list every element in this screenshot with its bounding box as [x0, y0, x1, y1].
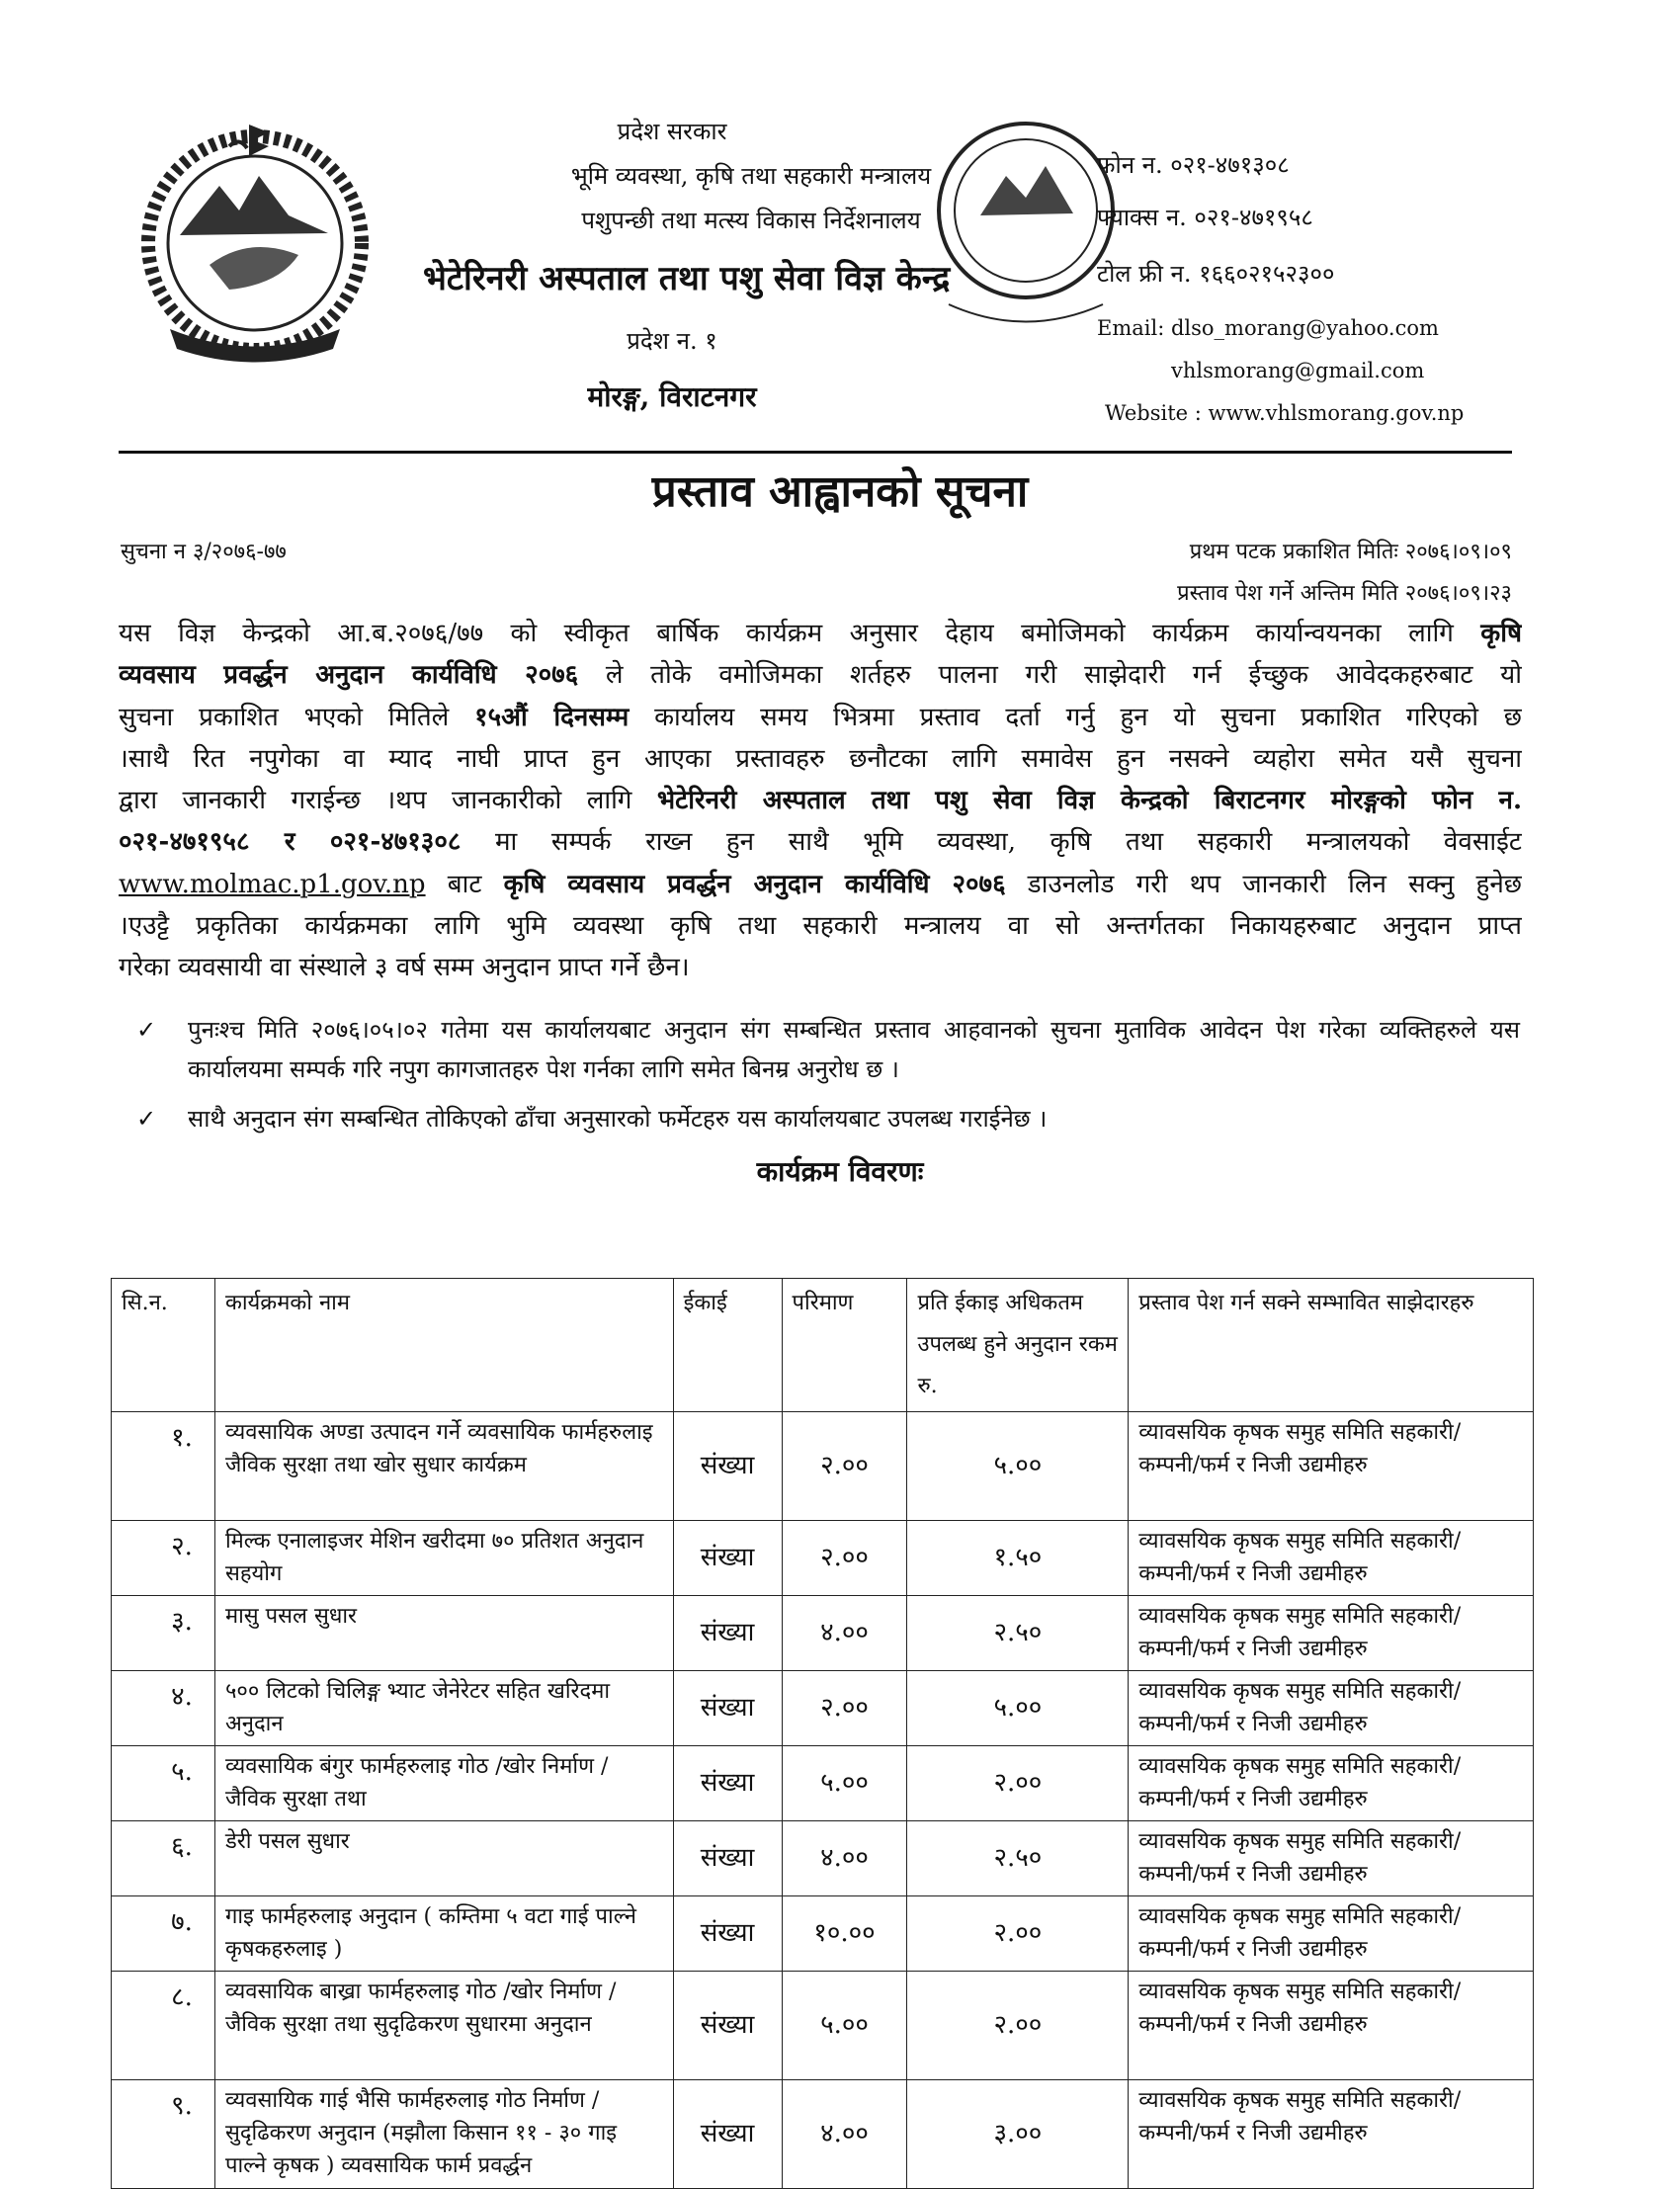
- fax-number: फ्याक्स न. ०२१-४७१९५८: [1097, 204, 1313, 231]
- row-amount: ५.००: [907, 1671, 1129, 1746]
- row-quantity: २.००: [782, 1412, 907, 1521]
- notice-title: प्रस्ताव आह्वानको सूचना: [651, 466, 1029, 517]
- row-partners: व्यावसयिक कृषक समुह समिति सहकारी/ कम्पनी/फर्म र निजी उद्यमीहरु: [1129, 1821, 1534, 1896]
- row-name: मिल्क एनालाइजर मेशिन खरीदमा ७० प्रतिशत अनुदान सहयोग: [214, 1521, 673, 1596]
- row-sn: ४.: [112, 1671, 215, 1746]
- check-icon: ✓: [136, 1105, 157, 1133]
- row-unit: संख्या: [673, 1896, 782, 1972]
- notice-number: सुचना न ३/२०७६-७७: [121, 540, 287, 564]
- row-quantity: २.००: [782, 1671, 907, 1746]
- col-header-name: कार्यक्रमको नाम: [214, 1279, 673, 1412]
- row-quantity: ५.००: [782, 1746, 907, 1821]
- ministry-website-link[interactable]: www.molmac.p1.gov.np: [119, 869, 426, 899]
- province-number: प्रदेश न. १: [627, 327, 717, 355]
- row-partners: व्यावसयिक कृषक समुह समिति सहकारी/ कम्पनी/फर्म र निजी उद्यमीहरु: [1129, 1521, 1534, 1596]
- row-unit: संख्या: [673, 2080, 782, 2189]
- directorate-name: पशुपन्छी तथा मत्स्य विकास निर्देशनालय: [581, 207, 921, 234]
- row-name: व्यवसायिक बंगुर फार्महरुलाइ गोठ /खोर निर्माण / जैविक सुरक्षा तथा: [214, 1746, 673, 1821]
- row-partners: व्यावसयिक कृषक समुह समिति सहकारी/ कम्पनी/फर्म र निजी उद्यमीहरु: [1129, 1972, 1534, 2080]
- row-quantity: ५.००: [782, 1972, 907, 2080]
- phone-number: फोन न. ०२१-४७१३०८: [1097, 151, 1290, 179]
- header-divider: [119, 451, 1512, 454]
- row-name: ५०० लिटको चिलिङ्ग भ्याट जेनेरेटर सहित खरिदमा अनुदान: [214, 1671, 673, 1746]
- row-quantity: १०.००: [782, 1896, 907, 1972]
- col-header-quantity: परिमाण: [782, 1279, 907, 1412]
- coat-of-arms-emblem: [130, 117, 379, 366]
- first-published-date: प्रथम पटक प्रकाशित मितिः २०७६।०९।०९: [1189, 540, 1512, 564]
- table-row: [112, 1671, 1534, 1746]
- row-unit: संख्या: [673, 1821, 782, 1896]
- row-partners: व्यावसयिक कृषक समुह समिति सहकारी/ कम्पनी/फर्म र निजी उद्यमीहरु: [1129, 1671, 1534, 1746]
- table-row: [112, 2080, 1534, 2189]
- row-partners: व्यावसयिक कृषक समुह समिति सहकारी/ कम्पनी/फर्म र निजी उद्यमीहरु: [1129, 1412, 1534, 1521]
- row-sn: ७.: [112, 1896, 215, 1972]
- row-unit: संख्या: [673, 1521, 782, 1596]
- col-header-sn: सि.न.: [112, 1279, 215, 1412]
- last-submission-date: प्रस्ताव पेश गर्ने अन्तिम मिति २०७६।०९।२३: [1177, 581, 1512, 606]
- row-quantity: ४.००: [782, 1596, 907, 1671]
- row-unit: संख्या: [673, 1972, 782, 2080]
- email-address-2: vhlsmorang@gmail.com: [1171, 359, 1425, 382]
- office-location: मोरङ्ग, विराटनगर: [587, 380, 757, 413]
- row-name: व्यवसायिक अण्डा उत्पादन गर्ने व्यवसायिक फार्महरुलाइ जैविक सुरक्षा तथा खोर सुधार कार्यक्रम: [214, 1412, 673, 1521]
- row-amount: २.५०: [907, 1821, 1129, 1896]
- row-sn: १.: [112, 1412, 215, 1521]
- row-partners: व्यावसयिक कृषक समुह समिति सहकारी/ कम्पनी/फर्म र निजी उद्यमीहरु: [1129, 1746, 1534, 1821]
- program-table: [111, 1278, 1534, 2189]
- row-sn: ५.: [112, 1746, 215, 1821]
- row-amount: २.००: [907, 1972, 1129, 2080]
- program-details-heading: कार्यक्रम विवरणः: [756, 1155, 924, 1188]
- table-row: [112, 1596, 1534, 1671]
- office-seal-stamp: [929, 107, 1122, 332]
- row-sn: ९.: [112, 2080, 215, 2189]
- bullet-item: ✓ साथै अनुदान संग सम्बन्धित तोकिएको ढाँचा अनुसारको फर्मेटहरु यस कार्यालयबाट उपलब्ध गराईनेछ ।: [136, 1099, 1520, 1142]
- row-amount: २.००: [907, 1896, 1129, 1972]
- row-name: गाइ फार्महरुलाइ अनुदान ( कम्तिमा ५ वटा गाई पाल्ने कृषकहरुलाइ ): [214, 1896, 673, 1972]
- row-amount: ३.००: [907, 2080, 1129, 2189]
- table-row: [112, 1821, 1534, 1896]
- row-partners: व्यावसयिक कृषक समुह समिति सहकारी/ कम्पनी/फर्म र निजी उद्यमीहरु: [1129, 1596, 1534, 1671]
- col-header-partners: प्रस्ताव पेश गर्न सक्ने सम्भावित साझेदारहरु: [1129, 1279, 1534, 1412]
- table-row: [112, 1412, 1534, 1521]
- row-quantity: २.००: [782, 1521, 907, 1596]
- notice-body: यस विज्ञ केन्द्रको आ.ब.२०७६/७७ को स्वीकृत बार्षिक कार्यक्रम अनुसार देहाय बमोजिमको कार्यक्रम कार्यान्वयनका लागि कृषि व्यवसाय प्रवर्द्धन अनुदान कार्यविधि २०७६ ले तोके वमोजिमका शर्तहरु पालना गरी साझेदारी गर्न ईच्छुक आवेदकहरुबाट यो सुचना प्रकाशित भएको मितिले १५औं दिनसम्म कार्यालय समय भित्रमा प्रस्ताव दर्ता गर्नु हुन यो सुचना प्रकाशित गरिएको छ ।साथै रित नपुगेका वा म्याद नाघी प्राप्त हुन आएका प्रस्तावहरु छनौटका लागि समावेस हुन नसक्ने व्यहोरा समेत यसै सुचना द्वारा जानकारी गराईन्छ ।थप जानकारीको लागि भेटेरिनरी अस्पताल तथा पशु सेवा विज्ञ केन्द्रको बिराटनगर मोरङ्गको फोन न. ०२१-४७१९५८ र ०२१-४७१३०८ मा सम्पर्क राख्न हुन साथै भूमि व्यवस्था, कृषि तथा सहकारी मन्त्रालयको वेवसाईट www.molmac.p1.gov.np बाट कृषि व्यवसाय प्रवर्द्धन अनुदान कार्यविधि २०७६ डाउनलोड गरी थप जानकारी लिन सक्नु हुनेछ ।एउट्टै प्रकृतिका कार्यक्रमका लागि भुमि व्यवस्था कृषि तथा सहकारी मन्त्रालय वा सो अन्तर्गतका निकायहरुबाट अनुदान प्राप्त गरेका व्यवसायी वा संस्थाले ३ वर्ष सम्म अनुदान प्राप्त गर्ने छैन।: [119, 619, 1522, 983]
- row-name: व्यवसायिक गाई भैसि फार्महरुलाइ गोठ निर्माण / सुदृढिकरण अनुदान (मझौला किसान ११ - ३० गाइ पाल्ने कृषक ) व्यवसायिक फार्म प्रवर्द्धन: [214, 2080, 673, 2189]
- row-unit: संख्या: [673, 1596, 782, 1671]
- province-government: प्रदेश सरकार: [617, 118, 727, 145]
- row-unit: संख्या: [673, 1671, 782, 1746]
- row-amount: १.५०: [907, 1521, 1129, 1596]
- col-header-unit: ईकाई: [673, 1279, 782, 1412]
- website-address: Website : www.vhlsmorang.gov.np: [1105, 401, 1465, 425]
- row-name: व्यवसायिक बाख्रा फार्महरुलाइ गोठ /खोर निर्माण / जैविक सुरक्षा तथा सुदृढिकरण सुधारमा अनुदान: [214, 1972, 673, 2080]
- office-name: भेटेरिनरी अस्पताल तथा पशु सेवा विज्ञ केन्द्र: [423, 259, 951, 298]
- table-row: [112, 1521, 1534, 1596]
- table-row: [112, 1972, 1534, 2080]
- row-sn: ३.: [112, 1596, 215, 1671]
- row-quantity: ४.००: [782, 2080, 907, 2189]
- table-row: [112, 1896, 1534, 1972]
- row-name: डेरी पसल सुधार: [214, 1821, 673, 1896]
- table-row: [112, 1746, 1534, 1821]
- col-header-max-grant: प्रति ईकाइ अधिकतम उपलब्ध हुने अनुदान रकम रु.: [907, 1279, 1129, 1412]
- row-unit: संख्या: [673, 1746, 782, 1821]
- row-amount: २.५०: [907, 1596, 1129, 1671]
- email-address-1: Email: dlso_morang@yahoo.com: [1097, 316, 1439, 340]
- check-icon: ✓: [136, 1016, 157, 1044]
- tollfree-number: टोल फ्री न. १६६०२१५२३००: [1097, 260, 1335, 288]
- row-quantity: ४.००: [782, 1821, 907, 1896]
- bullet-item: ✓ पुनःश्च मिति २०७६।०५।०२ गतेमा यस कार्यालयबाट अनुदान संग सम्बन्धित प्रस्ताव आहवानको सुचना मुताविक आवेदन पेश गरेका व्यक्तिहरुले यस कार्यालयमा सम्पर्क गरि नपुग कागजातहरु पेश गर्नका लागि समेत बिनम्र अनुरोध छ ।: [136, 1010, 1520, 1099]
- row-name: मासु पसल सुधार: [214, 1596, 673, 1671]
- row-sn: ६.: [112, 1821, 215, 1896]
- row-unit: संख्या: [673, 1412, 782, 1521]
- row-amount: ५.००: [907, 1412, 1129, 1521]
- row-partners: व्यावसयिक कृषक समुह समिति सहकारी/ कम्पनी/फर्म र निजी उद्यमीहरु: [1129, 1896, 1534, 1972]
- row-sn: ८.: [112, 1972, 215, 2080]
- ministry-name: भूमि व्यवस्था, कृषि तथा सहकारी मन्त्रालय: [570, 162, 932, 190]
- row-partners: व्यावसयिक कृषक समुह समिति सहकारी/ कम्पनी/फर्म र निजी उद्यमीहरु: [1129, 2080, 1534, 2189]
- row-sn: २.: [112, 1521, 215, 1596]
- row-amount: २.००: [907, 1746, 1129, 1821]
